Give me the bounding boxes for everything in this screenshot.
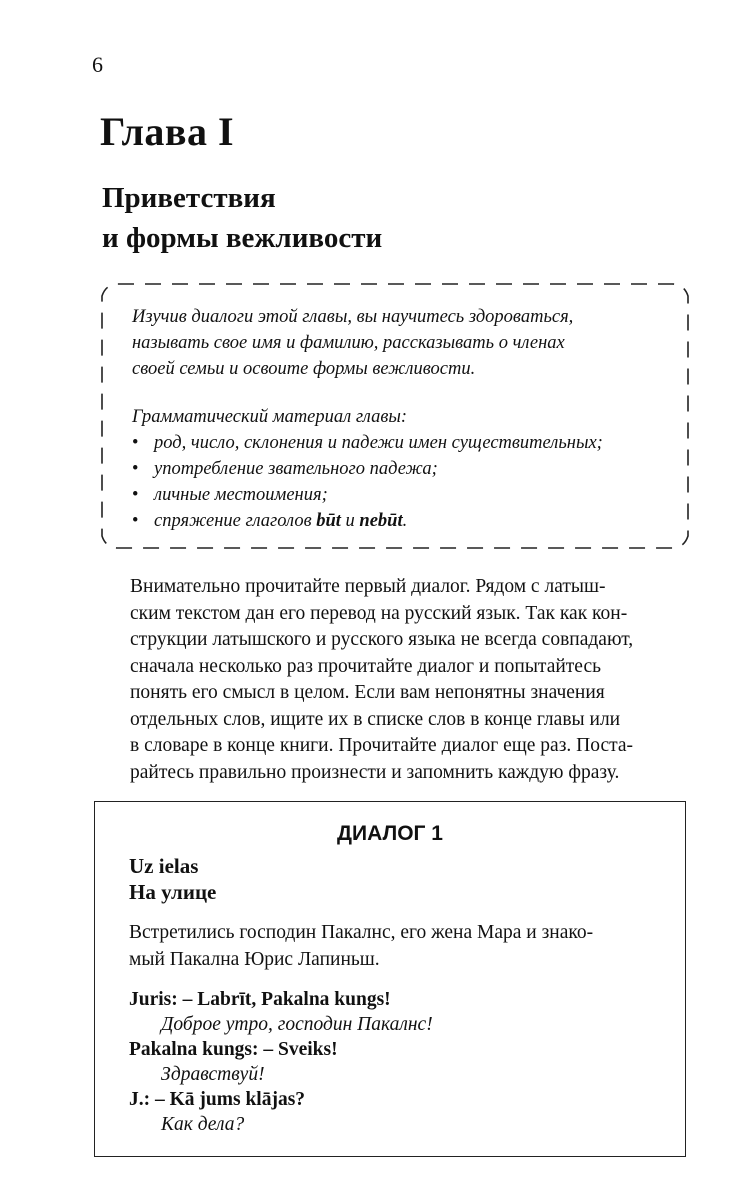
page-number: 6 [92,52,103,77]
bullet-icon: • [132,433,139,453]
dialog-box [94,801,686,1157]
goals-intro-line1: Изучив диалоги этой главы, вы научитесь здороваться, [132,307,574,327]
text-line: мый Пакална Юрис Лапиньш. [129,948,380,970]
text-line: Внимательно прочитайте первый диалог. Рядом с латыш- [130,576,606,597]
speaker-name: Pakalna kungs: [129,1039,259,1060]
list-item [132,482,672,508]
list-item [132,430,672,456]
period: . [402,511,408,531]
text-line: сначала несколько раз прочитайте диалог и попытайтесь [130,655,601,677]
grammar-list [132,430,672,534]
list-item [132,508,672,534]
bullet-icon: • [132,511,139,531]
verb-but: būt [316,511,341,531]
chapter-subtitle-line2: и формы вежливости [102,222,383,254]
dialog-heading: ДИАЛОГ 1 [337,822,443,845]
goals-intro [132,304,672,382]
chapter-goals-box [100,280,690,552]
dialog-translation: Как дела? [161,1114,245,1135]
dialog-intro [129,920,669,973]
speaker-name: J.: [129,1089,151,1110]
goals-intro-line2: называть свое имя и фамилию, рассказывать о членах [132,333,565,353]
text-line: Встретились господин Пакалнс, его жена Мара и знако- [129,922,594,943]
list-item-text: род, число, склонения и падежи имен существительных; [154,433,603,453]
dialog-title-latvian: Uz ielas [129,854,199,878]
bullet-icon: • [132,459,139,479]
chapter-subtitle-line1: Приветствия [102,182,276,214]
dialog-phrase: – Labrīt, Pakalna kungs! [177,989,391,1010]
chapter-subtitle [102,178,382,258]
dialog-phrase: – Kā jums klājas? [150,1089,306,1110]
dialog-line [129,1037,669,1062]
conjunction: и [340,511,360,531]
verb-nebut: nebūt [359,511,403,531]
dialog-translation: Здравствуй! [161,1064,265,1085]
dialog-lines [129,987,669,1137]
dialog-phrase: – Sveiks! [258,1039,338,1060]
list-item-text: личные местоимения; [154,485,328,505]
dialog-title-russian: На улице [129,880,217,904]
list-item [132,456,672,482]
dialog-line [129,987,669,1012]
text-line: ским текстом дан его перевод на русский язык. Так как кон- [130,602,628,624]
text-line: струкции латышского и русского языка не всегда совпадают, [130,629,634,650]
text-line: понять его смысл в целом. Если вам непонятны значения [130,682,605,703]
goals-intro-line3: своей семьи и освоите формы вежливости. [132,359,476,379]
text-line: отдельных слов, ищите их в списке слов в конце главы или [130,708,621,730]
instructions-paragraph [130,574,688,786]
speaker-name: Juris: [129,989,178,1010]
list-item-text: употребление звательного падежа; [154,459,438,479]
bullet-icon: • [132,485,139,505]
grammar-title: Грамматический материал главы: [132,407,408,427]
text-line: в словаре в конце книги. Прочитайте диалог еще раз. Поста- [130,735,634,756]
chapter-title: Глава I [100,109,235,154]
text-line: райтесь правильно произнести и запомнить каждую фразу. [130,761,620,783]
dialog-line [129,1087,669,1112]
list-item-text: спряжение глаголов [154,511,317,531]
dialog-translation: Доброе утро, господин Пакалнс! [161,1014,433,1035]
